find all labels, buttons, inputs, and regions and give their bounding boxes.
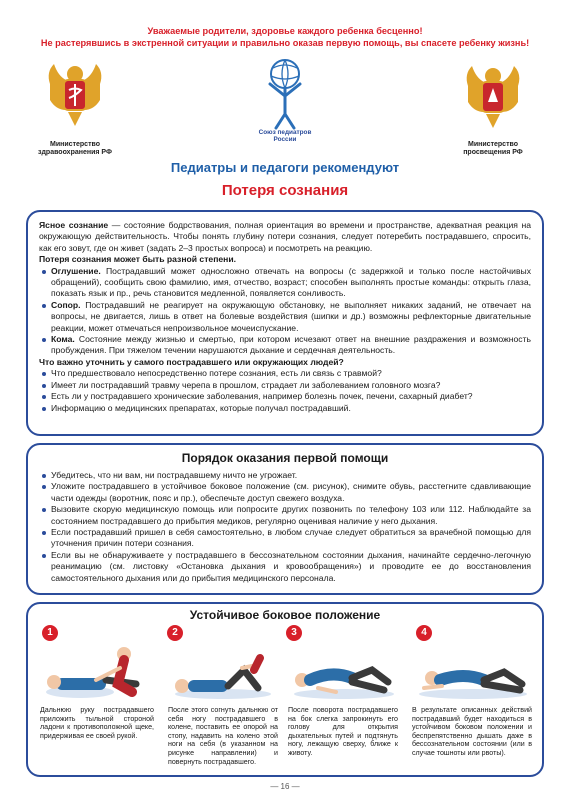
first-aid-item: Если вы не обнаруживаете у пострадавшего в бессознательном состоянии дыхания, начинайте сердечно-легочную реанимацию (см. листовку «Остановка дыхания и кровообращения») и проводите ее до восстановления самостоятельного дыхания или до прибытия медицинского персонала.	[39, 550, 531, 584]
first-aid-list	[39, 470, 531, 584]
degree-term: Оглушение.	[51, 265, 101, 276]
degree-text: Состояние между жизнью и смертью, при котором исчезают ответ на внешние раздражения и возможность пробуждения. При тяжелом течении нарушаются дыхание и сердечная деятельность.	[51, 334, 531, 356]
step-caption: После поворота пострадавшего на бок слегка запрокинуть его голову для открытия дыхательных путей и подтянуть ногу, лежащую сверху, ближе к животу.	[288, 706, 398, 757]
pediatricians-union-label: Союз педиатров России	[258, 129, 312, 144]
first-aid-item: Уложите пострадавшего в устойчивое боковое положение (см. рисунок), снимите обувь, расстегните сдавливающие части одежды (воротник, пояс и пр.), обеспечьте доступ свежего воздуха.	[39, 481, 531, 504]
clear-consciousness-paragraph	[39, 220, 531, 254]
step-number: 1	[42, 625, 58, 641]
page-title: Потеря сознания	[221, 182, 349, 199]
clear-consciousness-term: Ясное сознание	[39, 220, 109, 230]
question-item: Информацию о медицинских препаратах, которые получал пострадавший.	[39, 403, 531, 414]
first-aid-item: Вызовите скорую медицинскую помощь или попросите других позвонить по телефону 103 или 112. Наблюдайте за состоянием пострадавшего до прибытия медиков, регулярно оценивая наличие у него дыхания.	[39, 504, 531, 527]
step-number: 4	[416, 625, 432, 641]
ministry-health-emblem	[44, 54, 106, 134]
first-aid-box	[26, 443, 544, 595]
step-number: 2	[167, 625, 183, 641]
step-3-illustration	[288, 640, 400, 702]
first-aid-heading: Порядок оказания первой помощи	[181, 451, 389, 465]
pediatricians-union-logo	[260, 52, 310, 130]
consciousness-box	[26, 210, 544, 436]
step-number: 3	[286, 625, 302, 641]
degrees-list	[39, 266, 531, 357]
page-number: — 16 —	[270, 782, 300, 791]
questions-heading: Что важно уточнить у самого пострадавшего или окружающих людей?	[39, 356, 344, 367]
degree-item	[39, 300, 531, 334]
degree-term: Кома.	[51, 334, 75, 345]
step-caption: В результате описанных действий пострадавший будет находиться в устойчивом боковом положении и беспрепятственно дышать даже в бессознательном состоянии (или в случае тошноты или рвоты).	[412, 706, 532, 757]
question-item: Что предшествовало непосредственно потере сознания, есть ли связь с травмой?	[39, 368, 531, 379]
degree-item	[39, 266, 531, 300]
ministry-health-label: Министерство здравоохранения РФ	[38, 141, 112, 157]
step-4-illustration	[412, 640, 534, 702]
header-line-1: Уважаемые родители, здоровье каждого ребенка бесценно!	[147, 26, 423, 36]
header-line-2: Не растерявшись в экстренной ситуации и правильно оказав первую помощь, вы спасете ребенку жизнь!	[40, 38, 530, 48]
step-caption: После этого согнуть дальнюю от себя ногу пострадавшего в колене, поставить ее опорой на стопу, надавить на колено этой ноги на себя (в указанном на рисунке направлении) и повернуть пострадавшего.	[168, 706, 278, 766]
question-item: Имеет ли пострадавший травму черепа в прошлом, страдает ли заболеванием головного мозга?	[39, 380, 531, 391]
ministry-education-emblem	[462, 56, 524, 136]
first-aid-item: Если пострадавший пришел в себя самостоятельно, в любом случае следует обратиться за врачебной помощью для уточнения причин потери сознания.	[39, 527, 531, 550]
degree-text: Пострадавший не реагирует на окружающую обстановку, не выполняет никаких заданий, не отвечает на вопросы, не двигается, лишь в ответ на болевые воздействия (шипки и др.) возможны рефлекторные двигательные реакции, может отмечаться непроизвольное мочеиспускание.	[51, 299, 531, 333]
subtitle: Педиатры и педагоги рекомендуют	[170, 160, 400, 175]
degree-term: Сопор.	[51, 299, 81, 310]
clear-consciousness-text: — состояние бодрствования, полная ориентация во времени и пространстве, адекватная реакция на окружающую действительность. Чтобы понять глубину потери сознания, следует потеребить пострадавшего, спросить, как его зовут, где он живет (задать 2–3 простых вопроса) и посмотреть на реакцию.	[39, 220, 531, 253]
degrees-heading: Потеря сознания может быть разной степени.	[39, 254, 237, 265]
recovery-heading: Устойчивое боковое положение	[189, 608, 381, 622]
ministry-education-label: Министерство просвещения РФ	[463, 141, 523, 157]
question-item: Есть ли у пострадавшего хронические заболевания, например болезнь почек, печени, сахарный диабет?	[39, 391, 531, 402]
step-1-illustration	[40, 640, 158, 702]
degree-item	[39, 334, 531, 357]
questions-list	[39, 368, 531, 414]
degree-text: Пострадавший может односложно отвечать на вопросы (с задержкой и только после настойчивых обращений), сообщить свою фамилию, имя, отчество, возраст; способен выполнять простые команды: открыть глаза, показать язык и пр., речь становится медленной, появляется сонливость.	[51, 265, 531, 299]
first-aid-item: Убедитесь, что ни вам, ни пострадавшему ничто не угрожает.	[39, 470, 531, 481]
step-2-illustration	[168, 640, 278, 702]
step-caption: Дальнюю руку пострадавшего приложить тыльной стороной ладони к противоположной щеке, придерживая ее своей рукой.	[40, 706, 154, 740]
